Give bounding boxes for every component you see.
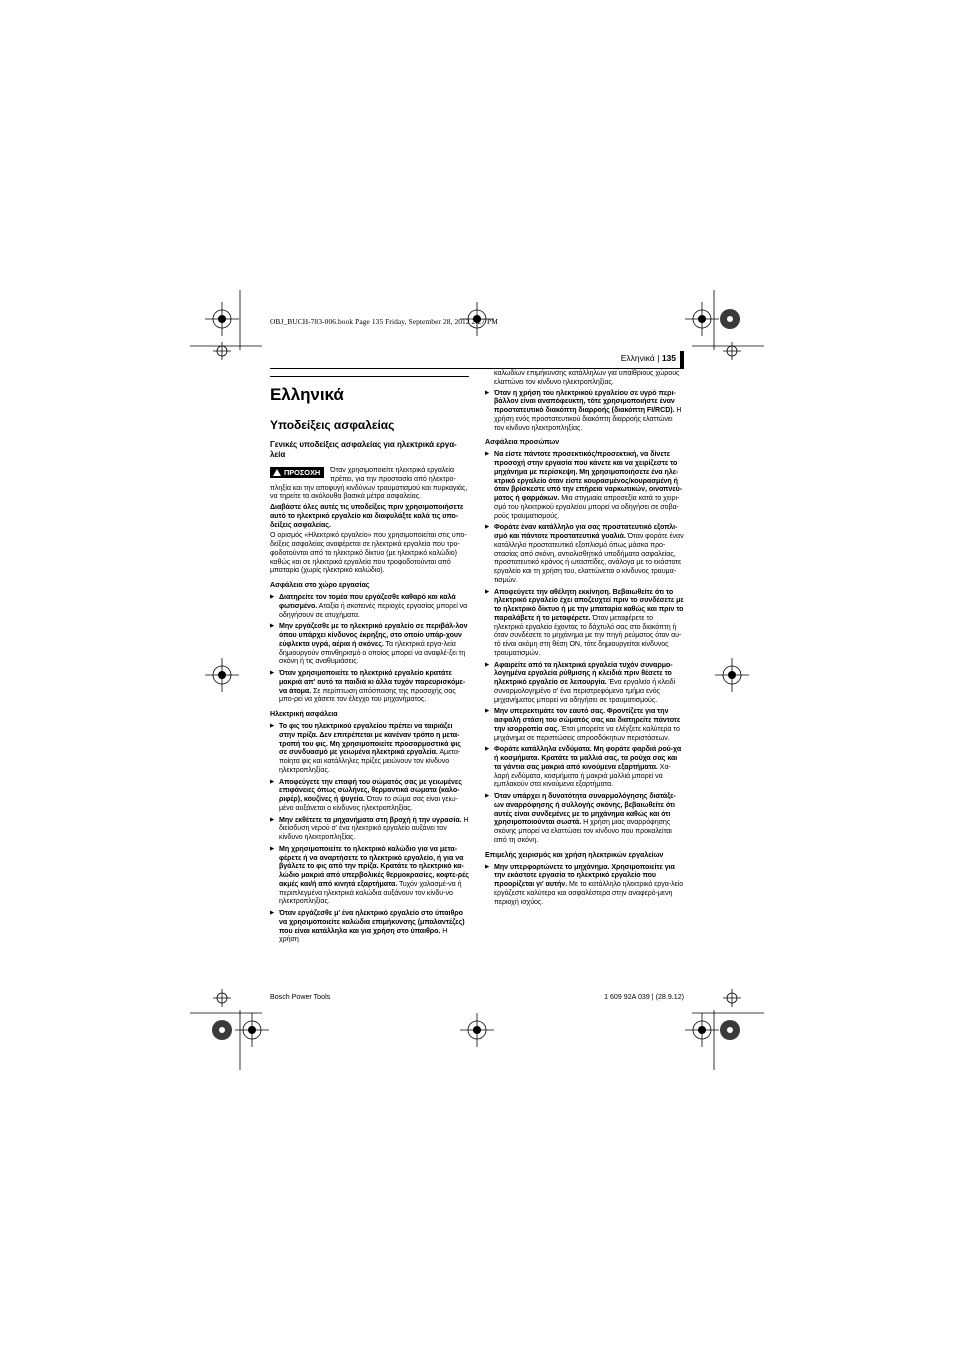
- warning-triangle-icon: [273, 469, 281, 476]
- list-item: [485, 450, 684, 520]
- item-bold: Όταν εργάζεσθε μ' ένα ηλεκτρικό εργαλείο στο ύπαιθρο να χρησιμοποιείτε καλώδια επιμήκυνσης (μπαλαντέζες) που είναι κατάλληλα και για χρήση στο ύπαιθρο.: [279, 909, 465, 935]
- item-text: Αταξία ή σκοτεινές περιοχές εργασίας μπορεί να οδηγήσουν σε ατυχήματα.: [279, 601, 468, 619]
- item-text: Ένα εργαλείο ή κλειδί συναρμολογημένο σ' ένα περιστρεφόμενο τμήμα ενός μηχανήματος μπορεί να οδηγήσει σε τραυματισμούς.: [494, 678, 676, 704]
- item-bold: Μην υπερεκτιμάτε τον εαυτό σας. Φροντίζετε για την ασφαλή στάση του σώματός σας και διατηρείτε πάντοτε την ισορροπία σας.: [494, 707, 681, 733]
- header-tab: [680, 351, 684, 368]
- item-bold: Να είστε πάντοτε προσεκτικός/προσεκτική, να δίνετε προσοχή στην εργασία που κάνετε και να χειρίζεστε το μηχάνημα με περίσκεψη. Μη χρησιμοποιήσετε ένα ηλε-κτρικό εργαλείο όταν είστε κουρασμένος/κουρασμένη ή όταν βρίσκεστε υπό την επήρεια ναρκωτικών, οινοπνεύ-ματος ή φαρμάκων.: [494, 450, 683, 502]
- item-bold: Μην εργάζεσθε με το ηλεκτρικό εργαλείο σε περιβάλ-λον όπου υπάρχει κίνδυνος έκρηξης, στο οποίο υπάρ-χουν εύφλεκτα υγρά, αέρια ή σκόνες.: [279, 622, 468, 648]
- list-item: [270, 778, 469, 813]
- header-page-number: 135: [661, 353, 676, 363]
- left-column: [270, 376, 469, 947]
- item-text: Με το κατάλληλο ηλεκτρικό εργα-λείο εργάζεστε καλύτερα και ασφαλέστερα στην αναφερό-μενη περιοχή ισχύος.: [494, 880, 684, 906]
- handling-heading: Επιμελής χειρισμός και χρήση ηλεκτρικών εργαλείων: [485, 850, 664, 859]
- item-bold: Όταν η χρήση του ηλεκτρικού εργαλείου σε υγρό περι-βάλλον είναι αναπόφευκτη, τότε χρησιμοποιήστε έναν προστατευτικό διακόπτη διαρροής (διακόπτη FI/RCD).: [494, 388, 676, 414]
- item-text: Τα ηλεκτρικά εργα-λεία δημιουργούν σπινθηρισμό ο οποίος μπορεί να αναφλέ-ξει τη σκόνη ή τις αναθυμιάσεις.: [279, 639, 466, 666]
- continued-paragraph: καλωδίων επιμήκυνσης κατάλληλων για υπαίθριους χώρους ελαττώνει τον κίνδυνο ηλεκτροπληξίας.: [494, 369, 680, 386]
- list-item: [485, 863, 684, 907]
- list-item: [485, 389, 684, 433]
- item-bold: Το φις του ηλεκτρικού εργαλείου πρέπει να ταιριάζει στην πρίζα. Δεν επιτρέπεται με κανέναν τρόπο η μετα-τροπή του φις. Μη χρησιμοποιείτε προσαρμοστικά φις σε συνδυασμό με γειωμένα ηλεκτρικά εργαλεία.: [279, 722, 461, 757]
- list-item: [270, 816, 469, 842]
- warning-text: Όταν χρησιμοποιείτε ηλεκτρικά εργαλεία πρέπει, για την προστασία από ηλεκτρο-πληξία και την αποφυγή κινδύνων τραυματισμού και πυρκαγιάς, να τηρείτε τα ακόλουθα βασικά μέτρα ασφαλείας.: [270, 466, 468, 501]
- item-bold: Φοράτε κατάλληλα ενδύματα. Μη φοράτε φαρδιά ρού-χα ή κοσμήματα. Κρατάτε τα μαλλιά σας, τα ρούχα σας και τα γάντια σας μακριά από κινούμενα εξαρτήματα.: [494, 745, 682, 771]
- list-item: [485, 588, 684, 658]
- header-text: [621, 353, 676, 363]
- warning-badge-label: ΠΡΟΣΟΧΗ: [284, 468, 321, 477]
- footer-right: 1 609 92A 039 | (28.9.12): [604, 993, 684, 1001]
- item-bold: Όταν υπάρχει η δυνατότητα συναρμολόγησης διατάξε-ων αναρρόφησης ή συλλογής σκόνης, βεβαιωθείτε ότι αυτές είναι συνδεμένες με το μηχάνημα καθώς και ότι χρησιμοποιούνται σωστά.: [494, 792, 676, 827]
- subsection-title: Γενικές υποδείξεις ασφαλείας για ηλεκτρικά εργα-λεία: [270, 440, 457, 459]
- item-bold: Φοράτε έναν κατάλληλο για σας προστατευτικό εξοπλι-σμό και πάντοτε προστατευτικά γυαλιά.: [494, 523, 678, 540]
- personal-safety-heading: Ασφάλεια προσώπων: [485, 438, 560, 447]
- page-header: [270, 351, 684, 369]
- item-text: Όταν μεταφέρετε το ηλεκτρικό εργαλείο έχοντας το δάχτυλό σας στο διακόπτη ή όταν συνδέσετε το μηχάνημα με την πηγή ρεύματος όταν αυ-τό είναι ακόμη στη θέση ON, τότε δημιουργείται κίνδυνος τραυματισμών.: [494, 613, 682, 657]
- item-text: Έτσι μπορείτε να ελέγξετε καλύτερα το μηχάνημα σε περιπτώσεις απροσδόκητων περιστάσεων.: [494, 724, 680, 742]
- list-item: [485, 661, 684, 705]
- item-text: Τυχόν χαλασμέ-να ή περιπλεγμένα ηλεκτρικά καλώδια αυξάνουν τον κίνδυ-νο ηλεκτροπληξίας.: [279, 879, 462, 906]
- print-slug: OBJ_BUCH-783-006.book Page 135 Friday, September 28, 2012 2:27 PM: [270, 317, 498, 326]
- right-column: [485, 369, 684, 909]
- item-text: Χα-λαρή ενδύματα, κοσμήματα ή μακριά μαλλιά μπορεί να εμπλακούν στα κινούμενα εξαρτήματα.: [494, 762, 671, 789]
- item-text: Μια στιγμιαία απροσεξία κατά το χειρι-σμό του ηλεκτρικού εργαλείου μπορεί να οδηγήσει σε σοβα-ρούς τραυματισμούς.: [494, 494, 680, 520]
- list-item: [270, 722, 469, 775]
- list-item: [485, 707, 684, 742]
- item-bold: Αφαιρείτε από τα ηλεκτρικά εργαλεία τυχόν συναρμο-λογημένα εργαλεία ρύθμισης ή κλειδιά πριν θέσετε το ηλεκτρικό εργαλείο σε λειτουργία.: [494, 660, 673, 686]
- title-rule: [270, 376, 469, 377]
- item-text: Η χρήση μιας αναρρόφησης σκόνης μπορεί να ελαττώσει τον κίνδυνο που προκαλείται από τη σκόνη.: [494, 818, 672, 844]
- section-title: Υποδείξεις ασφαλείας: [270, 418, 395, 432]
- footer-left: Bosch Power Tools: [270, 993, 331, 1001]
- item-text: Όταν φοράτε έναν κατάλληλο προστατευτικό εξοπλισμό όπως μάσκα προ-στασίας από σκόνη, αντιολισθητικά υποδήματα ασφαλείας, προστατευτικό κράνος ή ωτασπίδες, ανάλογα με το εκάστοτε εργαλείο και τη χρήση του, ελαττώνεται ο κίνδυνος τραυμα-τισμών.: [494, 532, 684, 584]
- read-all-instruction: Διαβάστε όλες αυτές τις υποδείξεις πριν χρησιμοποιήσετε αυτό το ηλεκτρικό εργαλείο και διαφυλάξτε καλά τις υπο-δείξεις ασφαλείας.: [270, 503, 464, 529]
- list-item: [270, 909, 469, 944]
- item-text: Αμετα-ποίητα φις και κατάλληλες πρίζες μειώνουν τον κίνδυνο ηλεκτροπληξίας.: [279, 748, 461, 774]
- warning-paragraph: [270, 466, 469, 501]
- page-title: Ελληνικά: [270, 385, 344, 404]
- item-text: Η χρήση: [279, 926, 448, 944]
- list-item: [270, 669, 469, 704]
- item-bold: Μη χρησιμοποιείτε το ηλεκτρικό καλώδιο για να μετα-φέρετε ή να αναρτήσετε το ηλεκτρικό εργαλείο, ή για να βγάλετε το φις από την πρίζα. Κρατάτε το ηλεκτρικό κα-λώδιο μακριά από υπερβολικές θερμοκρασίες, κοφτε-ρές ακμές και/ή από κινητά εξαρτήματα.: [279, 844, 469, 888]
- list-item: [485, 523, 684, 584]
- list-item: [270, 622, 469, 666]
- work-area-heading: Ασφάλεια στο χώρο εργασίας: [270, 581, 370, 589]
- list-item: [485, 745, 684, 789]
- item-text: Η χρήση ενός προστατευτικού διακόπτη διαρροής ελαττώνει τον κίνδυνο ηλεκτροπληξίας.: [494, 406, 682, 432]
- item-bold: Μην εκθέτετε τα μηχανήματα στη βροχή ή την υγρασία.: [279, 815, 462, 824]
- header-language: Ελληνικά: [620, 353, 655, 363]
- item-bold: Αποφεύγετε την επαφή του σώματός σας με γειωμένες επιφάνειες όπως σωλήνες, θερμαντικά σώματα (καλο-ριφέρ), κουζίνες ή ψυγεία.: [279, 777, 462, 803]
- item-text: Σε περίπτωση απόσπασης της προσοχής σας μπο-ρεί να χάσετε τον έλεγχο του μηχανήματος.: [279, 686, 456, 704]
- item-bold: Αποφεύγετε την αθέλητη εκκίνηση. Βεβαιωθείτε ότι το ηλεκτρικό εργαλείο έχει αποζευχτεί πριν το συνδέσετε με το ηλεκτρικό δίκτυο ή με την μπαταρία καθώς και πριν το παραλάβετε ή το μεταφέρετε.: [494, 587, 684, 622]
- definition-paragraph: Ο ορισμός «Ηλεκτρικό εργαλείο» που χρησιμοποιείται στις υπο-δείξεις ασφαλείας αναφέρεται σε ηλεκτρικά εργαλεία που τρο-φοδοτούνται από το ηλεκτρικό δίκτυο (με ηλεκτρικό καλώδιο) καθώς και σε ηλεκτρικά εργαλεία που τροφοδοτούνται από μπαταρία (χωρίς ηλεκτρικό καλώδιο).: [270, 531, 467, 575]
- electrical-heading: Ηλεκτρική ασφάλεια: [270, 710, 338, 718]
- header-separator: |: [657, 353, 660, 363]
- item-text: Όταν το σώμα σας είναι γειω-μένο αυξάνεται ο κίνδυνος ηλεκτροπληξίας.: [279, 795, 458, 812]
- list-item: [270, 593, 469, 619]
- warning-badge: [270, 467, 324, 478]
- item-bold: Διατηρείτε τον τομέα που εργάζεσθε καθαρό και καλά φωτισμένο.: [279, 593, 456, 610]
- item-bold: Μην υπερφορτώνετε το μηχάνημα. Χρησιμοποιείτε για την εκάστοτε εργασία το ηλεκτρικό εργαλείο που προορίζεται γι' αυτήν.: [494, 862, 675, 888]
- list-item: [485, 792, 684, 845]
- item-bold: Όταν χρησιμοποιείτε το ηλεκτρικό εργαλείο κρατάτε μακριά απ' αυτό τα παιδιά κι άλλα τυχόν παρευρισκόμε-να άτομα.: [279, 669, 466, 695]
- item-text: Η διείσδυση νερού σ' ένα ηλεκτρικό εργαλείο αυξάνει τον κίνδυνο ηλεκτροπληξίας.: [279, 815, 469, 841]
- list-item: [270, 845, 469, 906]
